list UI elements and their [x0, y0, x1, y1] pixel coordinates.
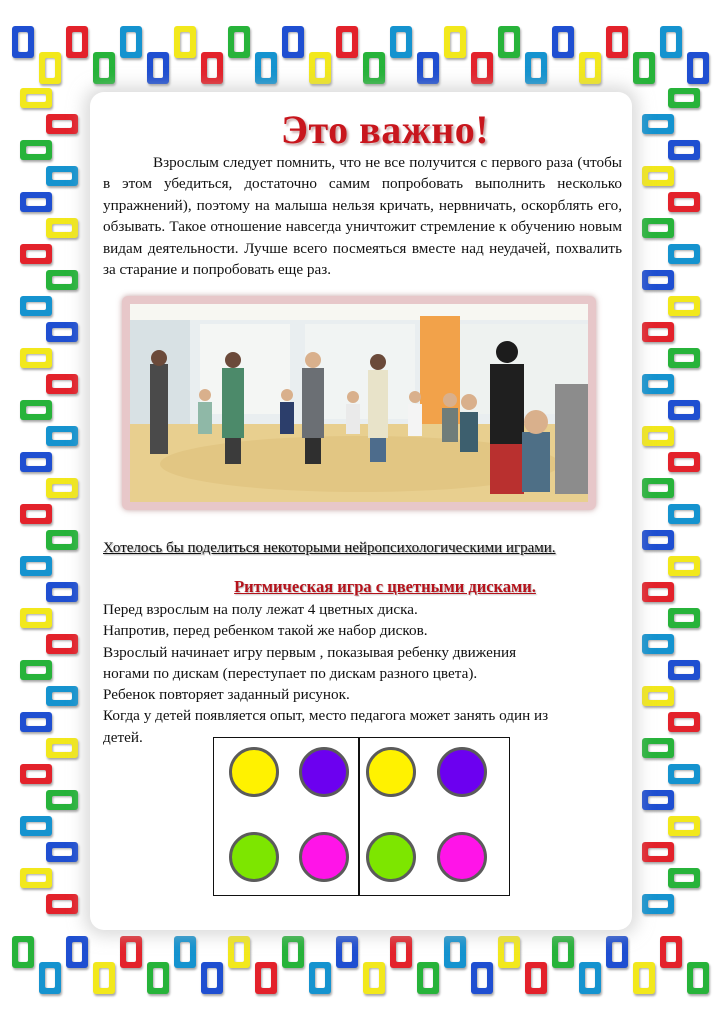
border-block — [668, 244, 700, 264]
border-block — [668, 88, 700, 108]
share-games-text: Хотелось бы поделиться некоторыми нейропсихологическими играми. — [103, 540, 556, 556]
border-block — [20, 504, 52, 524]
border-block — [525, 962, 547, 994]
border-block-hole — [558, 942, 568, 962]
border-block — [444, 26, 466, 58]
border-block — [444, 936, 466, 968]
border-block-hole — [396, 942, 406, 962]
border-block-hole — [648, 328, 668, 336]
border-block-hole — [648, 900, 668, 908]
border-block — [228, 26, 250, 58]
border-block-hole — [52, 692, 72, 700]
border-block — [255, 962, 277, 994]
magenta-disc — [299, 832, 349, 882]
purple-disc — [437, 747, 487, 797]
border-block-hole — [674, 198, 694, 206]
border-block — [93, 52, 115, 84]
border-block-hole — [26, 562, 46, 570]
border-block-hole — [288, 32, 298, 52]
border-block-hole — [52, 744, 72, 752]
page-title: Это важно! — [280, 107, 490, 152]
border-block-hole — [674, 94, 694, 102]
border-block — [20, 348, 52, 368]
border-block-hole — [52, 588, 72, 596]
border-block — [336, 26, 358, 58]
border-block-hole — [26, 302, 46, 310]
border-block-hole — [477, 58, 487, 78]
border-block — [46, 426, 78, 446]
border-block-hole — [126, 32, 136, 52]
border-block-hole — [52, 640, 72, 648]
border-block-hole — [180, 32, 190, 52]
border-block — [309, 962, 331, 994]
border-block — [642, 218, 674, 238]
border-block — [20, 400, 52, 420]
border-block-hole — [52, 536, 72, 544]
border-block-hole — [450, 32, 460, 52]
border-block — [46, 166, 78, 186]
border-block-hole — [153, 58, 163, 78]
border-block-hole — [126, 942, 136, 962]
border-block-hole — [450, 942, 460, 962]
border-block-hole — [674, 770, 694, 778]
border-block-hole — [234, 942, 244, 962]
border-block — [642, 374, 674, 394]
border-block — [147, 52, 169, 84]
border-block-hole — [612, 942, 622, 962]
game-line: Ребенок повторяет заданный рисунок. — [103, 686, 350, 704]
border-block-hole — [180, 942, 190, 962]
border-block — [668, 348, 700, 368]
border-block — [668, 764, 700, 784]
border-block — [39, 962, 61, 994]
border-block — [20, 712, 52, 732]
border-block-hole — [585, 968, 595, 988]
border-block — [363, 52, 385, 84]
border-block — [20, 764, 52, 784]
green-disc — [229, 832, 279, 882]
border-block — [20, 296, 52, 316]
border-block — [20, 452, 52, 472]
border-block-hole — [504, 32, 514, 52]
border-block — [668, 608, 700, 628]
border-block-hole — [26, 614, 46, 622]
border-block-hole — [52, 796, 72, 804]
border-block-hole — [52, 172, 72, 180]
border-block-hole — [674, 562, 694, 570]
border-block — [12, 936, 34, 968]
border-block — [642, 894, 674, 914]
border-block — [46, 790, 78, 810]
border-block-hole — [674, 354, 694, 362]
border-block-hole — [342, 942, 352, 962]
border-block-hole — [423, 58, 433, 78]
border-block — [633, 52, 655, 84]
border-block — [20, 140, 52, 160]
border-block — [390, 26, 412, 58]
border-block — [552, 26, 574, 58]
border-block-hole — [648, 276, 668, 284]
border-block — [228, 936, 250, 968]
border-block — [46, 322, 78, 342]
border-block — [20, 816, 52, 836]
border-block — [20, 192, 52, 212]
border-block-hole — [52, 328, 72, 336]
border-block-hole — [648, 796, 668, 804]
border-block — [668, 452, 700, 472]
border-block-hole — [477, 968, 487, 988]
border-block-hole — [648, 224, 668, 232]
border-block-hole — [26, 718, 46, 726]
border-block — [20, 244, 52, 264]
border-block — [668, 712, 700, 732]
border-block — [642, 686, 674, 706]
border-block — [120, 936, 142, 968]
border-block — [668, 504, 700, 524]
border-block — [642, 530, 674, 550]
border-block-hole — [26, 666, 46, 674]
game-heading: Ритмическая игра с цветными дисками. — [234, 577, 536, 596]
border-block — [668, 192, 700, 212]
border-block-hole — [666, 32, 676, 52]
border-block-hole — [396, 32, 406, 52]
border-block — [606, 26, 628, 58]
border-block-hole — [648, 172, 668, 180]
border-block-hole — [52, 484, 72, 492]
border-block — [668, 556, 700, 576]
border-block-hole — [18, 32, 28, 52]
border-block-hole — [26, 406, 46, 414]
border-block — [642, 634, 674, 654]
green-disc — [366, 832, 416, 882]
border-block — [120, 26, 142, 58]
border-block — [255, 52, 277, 84]
border-block — [579, 52, 601, 84]
border-block-hole — [45, 58, 55, 78]
border-block-hole — [648, 536, 668, 544]
border-block — [668, 660, 700, 680]
border-block — [336, 936, 358, 968]
border-block — [46, 218, 78, 238]
game-line: Когда у детей появляется опыт, место педагога может занять один из — [103, 707, 549, 725]
border-block — [46, 842, 78, 862]
border-block — [363, 962, 385, 994]
border-block-hole — [26, 250, 46, 258]
border-block — [642, 478, 674, 498]
border-block — [39, 52, 61, 84]
border-block — [174, 26, 196, 58]
border-block — [668, 400, 700, 420]
border-block — [606, 936, 628, 968]
border-block — [668, 296, 700, 316]
border-block-hole — [207, 58, 217, 78]
border-block — [642, 842, 674, 862]
border-block-hole — [72, 32, 82, 52]
border-block-hole — [52, 276, 72, 284]
border-block-hole — [26, 874, 46, 882]
border-block — [46, 634, 78, 654]
border-block-hole — [26, 198, 46, 206]
border-block-hole — [612, 32, 622, 52]
border-block-hole — [693, 968, 703, 988]
border-block-hole — [674, 250, 694, 258]
border-block-hole — [52, 848, 72, 856]
border-block-hole — [52, 432, 72, 440]
game-line: Напротив, перед ребенком такой же набор дисков. — [103, 622, 428, 640]
border-block-hole — [26, 146, 46, 154]
border-block-hole — [674, 406, 694, 414]
border-block — [471, 52, 493, 84]
border-block — [687, 52, 709, 84]
border-block — [498, 26, 520, 58]
border-block — [66, 26, 88, 58]
classroom-photo — [122, 296, 596, 510]
border-block-hole — [639, 968, 649, 988]
border-block-hole — [261, 58, 271, 78]
border-block-hole — [674, 510, 694, 518]
border-block-hole — [531, 968, 541, 988]
border-block — [20, 88, 52, 108]
border-block — [282, 936, 304, 968]
border-block-hole — [558, 32, 568, 52]
border-block — [46, 738, 78, 758]
border-block-hole — [693, 58, 703, 78]
border-block — [579, 962, 601, 994]
border-block — [525, 52, 547, 84]
border-block — [471, 962, 493, 994]
border-block-hole — [234, 32, 244, 52]
border-block-hole — [26, 510, 46, 518]
border-block-hole — [648, 692, 668, 700]
border-block — [46, 530, 78, 550]
border-block-hole — [585, 58, 595, 78]
border-block — [66, 936, 88, 968]
border-block — [660, 936, 682, 968]
border-block — [46, 478, 78, 498]
border-block — [93, 962, 115, 994]
border-block — [417, 52, 439, 84]
border-block-hole — [52, 380, 72, 388]
border-block-hole — [369, 968, 379, 988]
border-block — [309, 52, 331, 84]
border-block-hole — [674, 614, 694, 622]
border-block — [46, 686, 78, 706]
border-block-hole — [288, 942, 298, 962]
border-block — [20, 868, 52, 888]
border-block-hole — [99, 968, 109, 988]
border-block — [12, 26, 34, 58]
border-block-hole — [504, 942, 514, 962]
border-block — [390, 936, 412, 968]
border-block — [417, 962, 439, 994]
border-block-hole — [674, 822, 694, 830]
border-block-hole — [261, 968, 271, 988]
border-block — [46, 894, 78, 914]
border-block-hole — [674, 666, 694, 674]
border-block-hole — [423, 968, 433, 988]
yellow-disc — [229, 747, 279, 797]
border-block-hole — [648, 484, 668, 492]
border-block-hole — [26, 770, 46, 778]
border-block — [642, 322, 674, 342]
border-block — [46, 582, 78, 602]
border-block-hole — [674, 874, 694, 882]
border-block-hole — [52, 900, 72, 908]
border-block-hole — [26, 94, 46, 102]
border-block-hole — [45, 968, 55, 988]
border-block — [642, 166, 674, 186]
game-description — [103, 599, 623, 748]
border-block-hole — [648, 640, 668, 648]
border-block — [660, 26, 682, 58]
border-block-hole — [342, 32, 352, 52]
border-block-hole — [531, 58, 541, 78]
border-block — [20, 556, 52, 576]
border-block-hole — [18, 942, 28, 962]
border-block — [147, 962, 169, 994]
border-block — [642, 790, 674, 810]
border-block-hole — [72, 942, 82, 962]
border-block — [282, 26, 304, 58]
border-block-hole — [648, 744, 668, 752]
border-block — [642, 426, 674, 446]
intro-paragraph: Взрослым следует помнить, что не все получится с первого раза (чтобы в этом убедиться, достаточно самим попробовать выполнить несколько упражнений), поэтому на малыша нельзя кричать, нервничать, оскорблять его, обзывать. Такое отношение навсегда уничтожит стремление к обучению новым видам деятельности. Лучше всего посмеяться вместе над неудачей, похвалить за старание и попробовать еще раз. — [103, 154, 622, 279]
border-block — [201, 52, 223, 84]
border-block-hole — [207, 968, 217, 988]
border-block-hole — [639, 58, 649, 78]
border-block — [201, 962, 223, 994]
border-block-hole — [648, 848, 668, 856]
yellow-disc — [366, 747, 416, 797]
border-block — [46, 374, 78, 394]
border-block — [642, 738, 674, 758]
game-line: детей. — [103, 728, 143, 746]
game-line: Перед взрослым на полу лежат 4 цветных диска. — [103, 601, 418, 618]
border-block — [46, 114, 78, 134]
purple-disc — [299, 747, 349, 797]
border-block-hole — [648, 380, 668, 388]
border-block — [633, 962, 655, 994]
game-line: Взрослый начинает игру первым , показывая ребенку движения — [103, 643, 517, 661]
border-block-hole — [315, 968, 325, 988]
border-block — [498, 936, 520, 968]
border-block-hole — [648, 432, 668, 440]
border-block — [552, 936, 574, 968]
border-block — [174, 936, 196, 968]
border-block-hole — [315, 58, 325, 78]
border-block-hole — [26, 354, 46, 362]
disc-board-divider — [358, 737, 360, 896]
game-line: ногами по дискам (переступает по дискам разного цвета). — [103, 664, 478, 682]
border-block — [668, 816, 700, 836]
border-block — [46, 270, 78, 290]
border-block — [20, 660, 52, 680]
border-block-hole — [99, 58, 109, 78]
border-block-hole — [26, 822, 46, 830]
border-block-hole — [52, 224, 72, 232]
border-block-hole — [674, 302, 694, 310]
border-block — [687, 962, 709, 994]
border-block-hole — [26, 458, 46, 466]
border-block-hole — [674, 458, 694, 466]
border-block — [642, 270, 674, 290]
border-block-hole — [369, 58, 379, 78]
border-block — [20, 608, 52, 628]
magenta-disc — [437, 832, 487, 882]
border-block-hole — [52, 120, 72, 128]
border-block-hole — [666, 942, 676, 962]
border-block-hole — [153, 968, 163, 988]
border-block — [668, 868, 700, 888]
border-block-hole — [674, 718, 694, 726]
